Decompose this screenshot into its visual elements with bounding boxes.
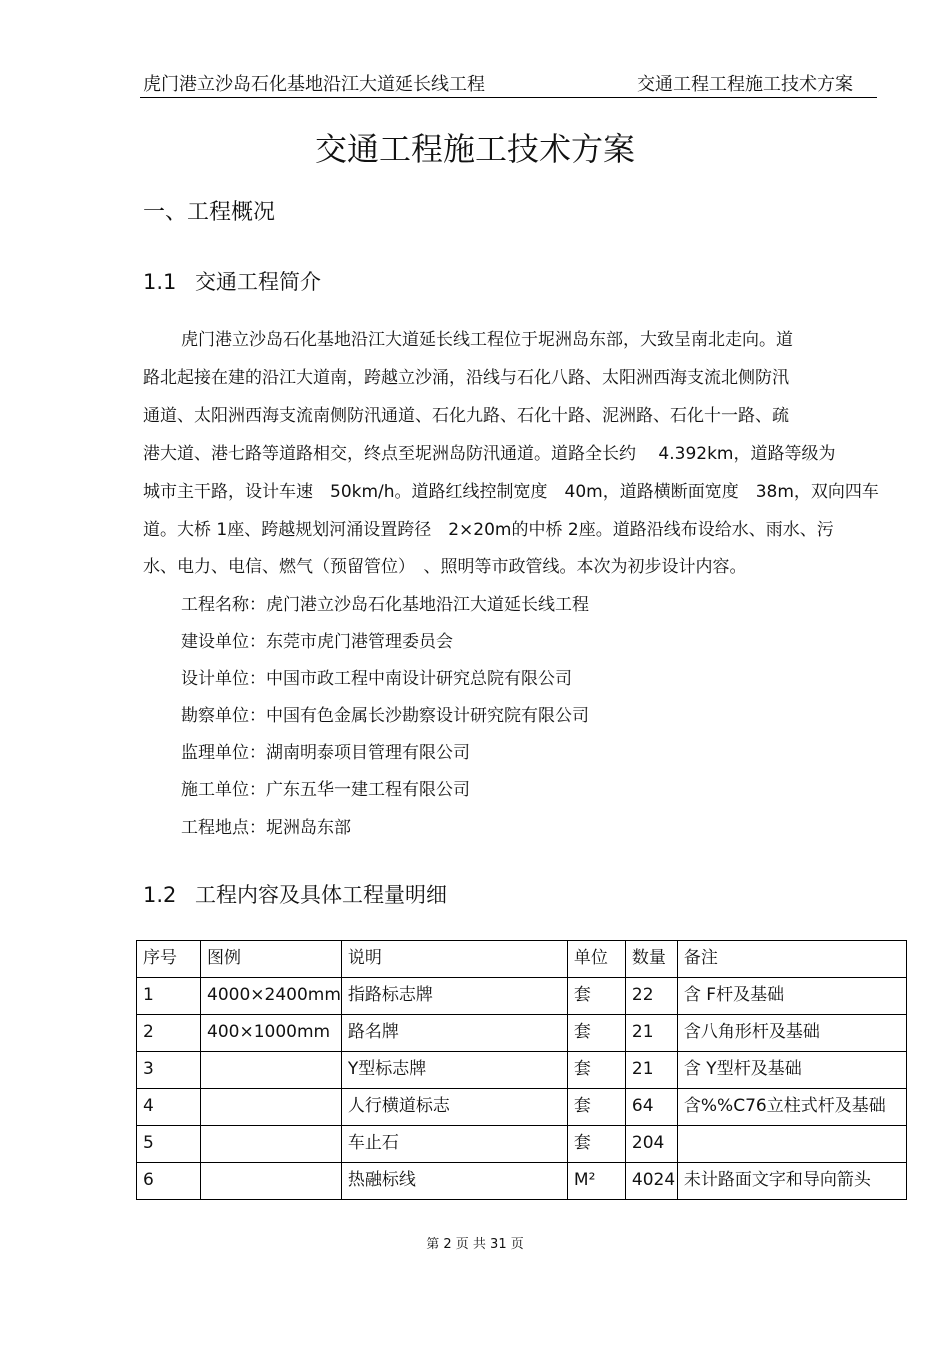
intro-line: 虎门港立沙岛石化基地沿江大道延长线工程位于坭洲岛东部，大致呈南北走向。道 (181, 330, 793, 350)
table-cell: 21 (625, 1015, 677, 1052)
table-cell: 4000×2400mm (201, 978, 342, 1015)
table-cell: 人行横道标志 (341, 1089, 567, 1126)
section-heading-overview: 一、工程概况 (143, 200, 276, 225)
intro-line: 城市主干路，设计车速 50km/h。道路红线控制宽度 40m，道路横断面宽度 38m，双向四车 (143, 482, 879, 502)
table-row (137, 978, 907, 1015)
page-number: 第 2 页 共 31 页 (426, 1237, 524, 1252)
info-surveyor: 勘察单位：中国有色金属长沙勘察设计研究院有限公司 (181, 706, 589, 726)
table-cell: 21 (625, 1052, 677, 1089)
table-cell: 64 (625, 1089, 677, 1126)
table-header-row (137, 941, 907, 978)
table-cell (201, 1163, 342, 1200)
header-cell: 备注 (677, 941, 906, 978)
page-title: 交通工程施工技术方案 (314, 130, 635, 168)
table-cell: 4 (137, 1089, 201, 1126)
table-row (137, 1015, 907, 1052)
intro-line: 水、电力、电信、燃气（预留管位） 、照明等市政管线。本次为初步设计内容。 (143, 557, 747, 577)
header-cell: 说明 (341, 941, 567, 978)
table-cell (201, 1052, 342, 1089)
table-cell: 热融标线 (341, 1163, 567, 1200)
table-cell: 套 (567, 1052, 625, 1089)
header-cell: 数量 (625, 941, 677, 978)
intro-line: 港大道、港七路等道路相交，终点至坭洲岛防汛通道。道路全长约 4.392km，道路等级为 (143, 444, 836, 464)
info-project-name: 工程名称：虎门港立沙岛石化基地沿江大道延长线工程 (181, 595, 589, 615)
table-cell (201, 1126, 342, 1163)
info-contractor: 施工单位：广东五华一建工程有限公司 (181, 780, 470, 800)
table-cell (201, 1089, 342, 1126)
table-cell: 含 F杆及基础 (677, 978, 906, 1015)
table-cell: Y型标志牌 (341, 1052, 567, 1089)
section-title: 交通工程简介 (195, 270, 321, 294)
section-heading-1-2 (143, 879, 447, 909)
table-cell: 套 (567, 1126, 625, 1163)
table-cell: 路名牌 (341, 1015, 567, 1052)
table-cell: 含八角形杆及基础 (677, 1015, 906, 1052)
table-cell: 2 (137, 1015, 201, 1052)
table-row (137, 1089, 907, 1126)
info-location: 工程地点：坭洲岛东部 (181, 818, 351, 838)
table-cell (677, 1126, 906, 1163)
table-cell: 4024 (625, 1163, 677, 1200)
header-doc-title: 交通工程工程施工技术方案 (637, 74, 853, 95)
table-cell: 400×1000mm (201, 1015, 342, 1052)
table-cell: 套 (567, 1015, 625, 1052)
table-cell: 3 (137, 1052, 201, 1089)
table-cell: 指路标志牌 (341, 978, 567, 1015)
header-project-name: 虎门港立沙岛石化基地沿江大道延长线工程 (143, 74, 485, 95)
intro-line: 路北起接在建的沿江大道南，跨越立沙涌，沿线与石化八路、太阳洲西海支流北侧防汛 (143, 368, 789, 388)
table-cell: M² (567, 1163, 625, 1200)
table-row (137, 1052, 907, 1089)
table-cell: 204 (625, 1126, 677, 1163)
section-number: 1.2 (143, 883, 177, 907)
table-cell: 套 (567, 978, 625, 1015)
table-cell: 1 (137, 978, 201, 1015)
header-cell: 单位 (567, 941, 625, 978)
table-cell: 套 (567, 1089, 625, 1126)
intro-line: 道。大桥 1座、跨越规划河涌设置跨径 2×20m的中桥 2座。道路沿线布设给水、雨水、污 (143, 520, 834, 540)
header-cell: 图例 (201, 941, 342, 978)
header-divider (140, 97, 877, 98)
section-number: 1.1 (143, 270, 177, 294)
table-cell: 含 Y型杆及基础 (677, 1052, 906, 1089)
section-title: 工程内容及具体工程量明细 (195, 883, 447, 907)
intro-line: 通道、太阳洲西海支流南侧防汛通道、石化九路、石化十路、泥洲路、石化十一路、疏 (143, 406, 789, 426)
info-owner: 建设单位：东莞市虎门港管理委员会 (181, 632, 453, 652)
table-cell: 5 (137, 1126, 201, 1163)
quantity-table (136, 940, 907, 1200)
section-heading-1-1 (143, 266, 321, 296)
table-cell: 含%%C76立柱式杆及基础 (677, 1089, 906, 1126)
table-cell: 6 (137, 1163, 201, 1200)
table-cell: 未计路面文字和导向箭头 (677, 1163, 906, 1200)
table-cell: 22 (625, 978, 677, 1015)
info-supervisor: 监理单位：湖南明泰项目管理有限公司 (181, 743, 470, 763)
table-row (137, 1126, 907, 1163)
table-row (137, 1163, 907, 1200)
info-designer: 设计单位：中国市政工程中南设计研究总院有限公司 (181, 669, 572, 689)
header-cell: 序号 (137, 941, 201, 978)
table-cell: 车止石 (341, 1126, 567, 1163)
